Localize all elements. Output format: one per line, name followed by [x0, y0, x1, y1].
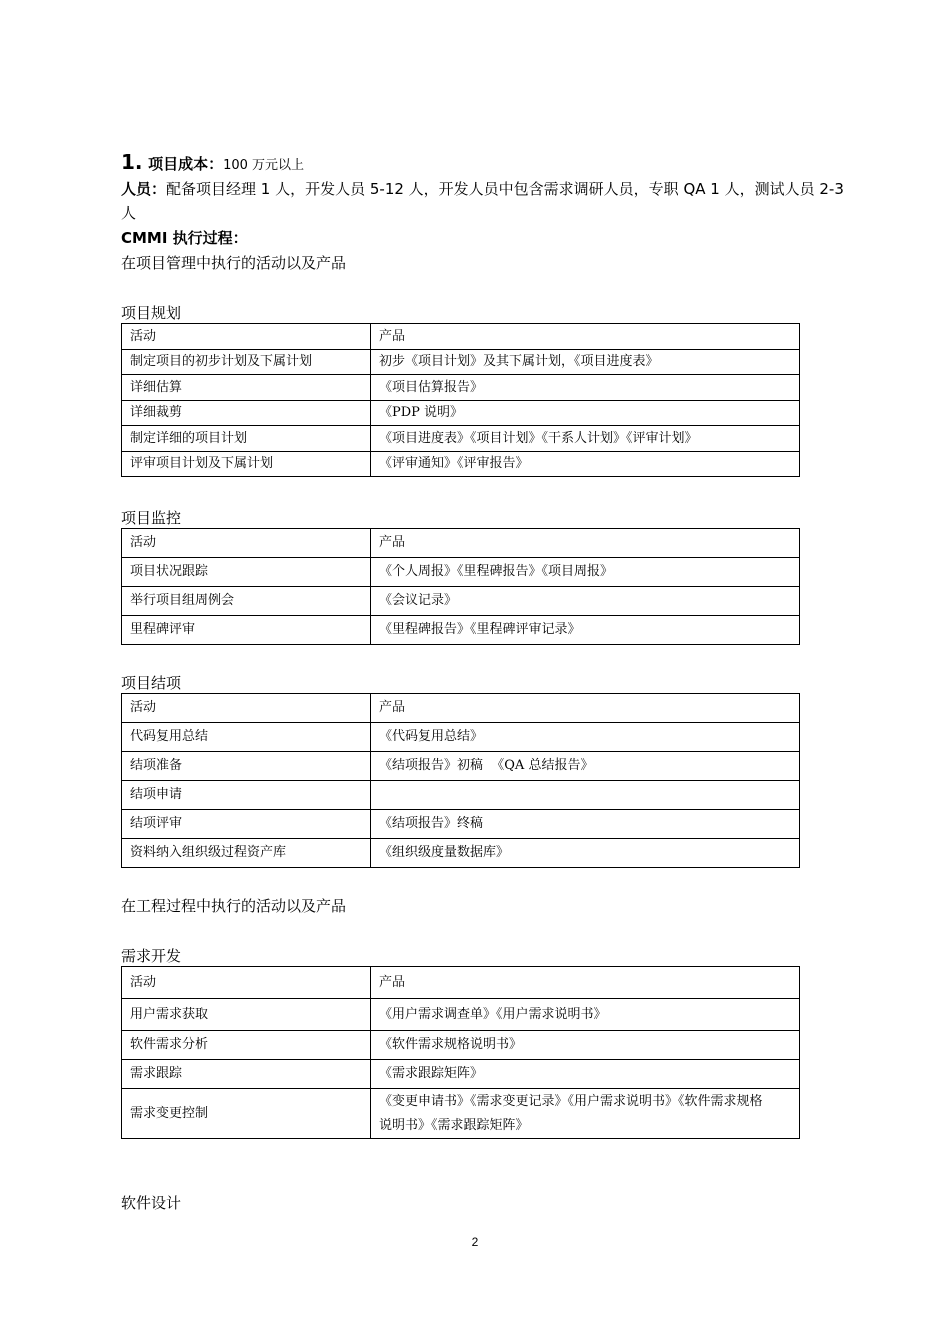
activity-cell: 详细裁剪 [122, 401, 371, 426]
planning-title: 项目规划 [121, 304, 182, 322]
design-title: 软件设计 [121, 1194, 182, 1212]
product-cell: 《用户需求调查单》《用户需求说明书》 [371, 999, 800, 1031]
product-cell: 《个人周报》《里程碑报告》《项目周报》 [371, 558, 800, 587]
table-row [122, 375, 800, 401]
monitoring-title: 项目监控 [121, 509, 182, 527]
table-row [122, 999, 800, 1031]
staff-text: 配备项目经理 1 人，开发人员 5-12 人，开发人员中包含需求调研人员，专职 QA 1 人，测试人员 2-3 [166, 180, 844, 198]
product-cell: 《项目进度表》《项目计划》《干系人计划》《评审计划》 [371, 426, 800, 452]
table-row [122, 1060, 800, 1089]
header-cell-product: 产品 [371, 967, 800, 999]
table-row [122, 350, 800, 375]
product-cell: 《需求跟踪矩阵》 [371, 1060, 800, 1089]
table-row [122, 1089, 800, 1139]
product-cell: 《代码复用总结》 [371, 723, 800, 752]
product-cell: 《里程碑报告》《里程碑评审记录》 [371, 616, 800, 645]
header-cell-product: 产品 [371, 529, 800, 558]
product-cell: 《结项报告》初稿 《QA 总结报告》 [371, 752, 800, 781]
table-row [122, 452, 800, 477]
closing-title: 项目结项 [121, 674, 182, 692]
activity-cell: 里程碑评审 [122, 616, 371, 645]
eng-intro: 在工程过程中执行的活动以及产品 [121, 897, 347, 915]
activity-cell: 结项评审 [122, 810, 371, 839]
activity-cell: 评审项目计划及下属计划 [122, 452, 371, 477]
table-row [122, 401, 800, 426]
product-cell-line: 说明书》《需求跟踪矩阵》 [379, 1117, 529, 1133]
product-cell: 《项目估算报告》 [371, 375, 800, 401]
activity-cell: 资料纳入组织级过程资产库 [122, 839, 371, 868]
product-cell-line: 《变更申请书》《需求变更记录》《用户需求说明书》《软件需求规格 [379, 1093, 763, 1109]
table-row [122, 781, 800, 810]
product-cell: 《结项报告》终稿 [371, 810, 800, 839]
activity-cell: 软件需求分析 [122, 1031, 371, 1060]
table-row [122, 558, 800, 587]
table-row [122, 587, 800, 616]
product-cell: 《会议记录》 [371, 587, 800, 616]
staff-label: 人员： [121, 180, 167, 198]
table-row [122, 426, 800, 452]
table-row [122, 723, 800, 752]
section-number: 1. [121, 150, 143, 174]
activity-cell: 制定详细的项目计划 [122, 426, 371, 452]
activity-cell: 制定项目的初步计划及下属计划 [122, 350, 371, 375]
table-header-row [122, 324, 800, 350]
header-cell-activity: 活动 [122, 324, 371, 350]
product-cell [371, 781, 800, 810]
requirements-title: 需求开发 [121, 947, 182, 965]
staff-line [121, 178, 844, 199]
table-header-row [122, 967, 800, 999]
page-number: 2 [471, 1235, 479, 1249]
project-cost-line [121, 150, 304, 174]
product-cell: 初步《项目计划》及其下属计划，《项目进度表》 [371, 350, 800, 375]
activity-cell: 需求跟踪 [122, 1060, 371, 1089]
closing-table [121, 693, 800, 868]
cmmi-label: CMMI 执行过程： [121, 229, 248, 247]
product-cell [371, 1089, 800, 1139]
activity-cell: 结项申请 [122, 781, 371, 810]
table-header-row [122, 529, 800, 558]
cost-label: 项目成本： [148, 155, 224, 173]
activity-cell: 结项准备 [122, 752, 371, 781]
requirements-table [121, 966, 800, 1139]
table-row [122, 1031, 800, 1060]
activity-cell: 代码复用总结 [122, 723, 371, 752]
table-row [122, 752, 800, 781]
header-cell-product: 产品 [371, 324, 800, 350]
cost-value: 100 万元以上 [223, 158, 305, 173]
table-row [122, 839, 800, 868]
activity-cell: 用户需求获取 [122, 999, 371, 1031]
product-cell: 《组织级度量数据库》 [371, 839, 800, 868]
product-cell: 《PDP 说明》 [371, 401, 800, 426]
header-cell-activity: 活动 [122, 967, 371, 999]
table-row [122, 810, 800, 839]
activity-cell: 需求变更控制 [122, 1089, 371, 1139]
header-cell-product: 产品 [371, 694, 800, 723]
monitoring-table [121, 528, 800, 645]
staff-line-wrap: 人 [121, 204, 137, 222]
header-cell-activity: 活动 [122, 694, 371, 723]
table-header-row [122, 694, 800, 723]
table-row [122, 616, 800, 645]
header-cell-activity: 活动 [122, 529, 371, 558]
activity-cell: 详细估算 [122, 375, 371, 401]
planning-table [121, 323, 800, 477]
pm-intro: 在项目管理中执行的活动以及产品 [121, 254, 347, 272]
product-cell: 《评审通知》《评审报告》 [371, 452, 800, 477]
product-cell: 《软件需求规格说明书》 [371, 1031, 800, 1060]
activity-cell: 项目状况跟踪 [122, 558, 371, 587]
activity-cell: 举行项目组周例会 [122, 587, 371, 616]
